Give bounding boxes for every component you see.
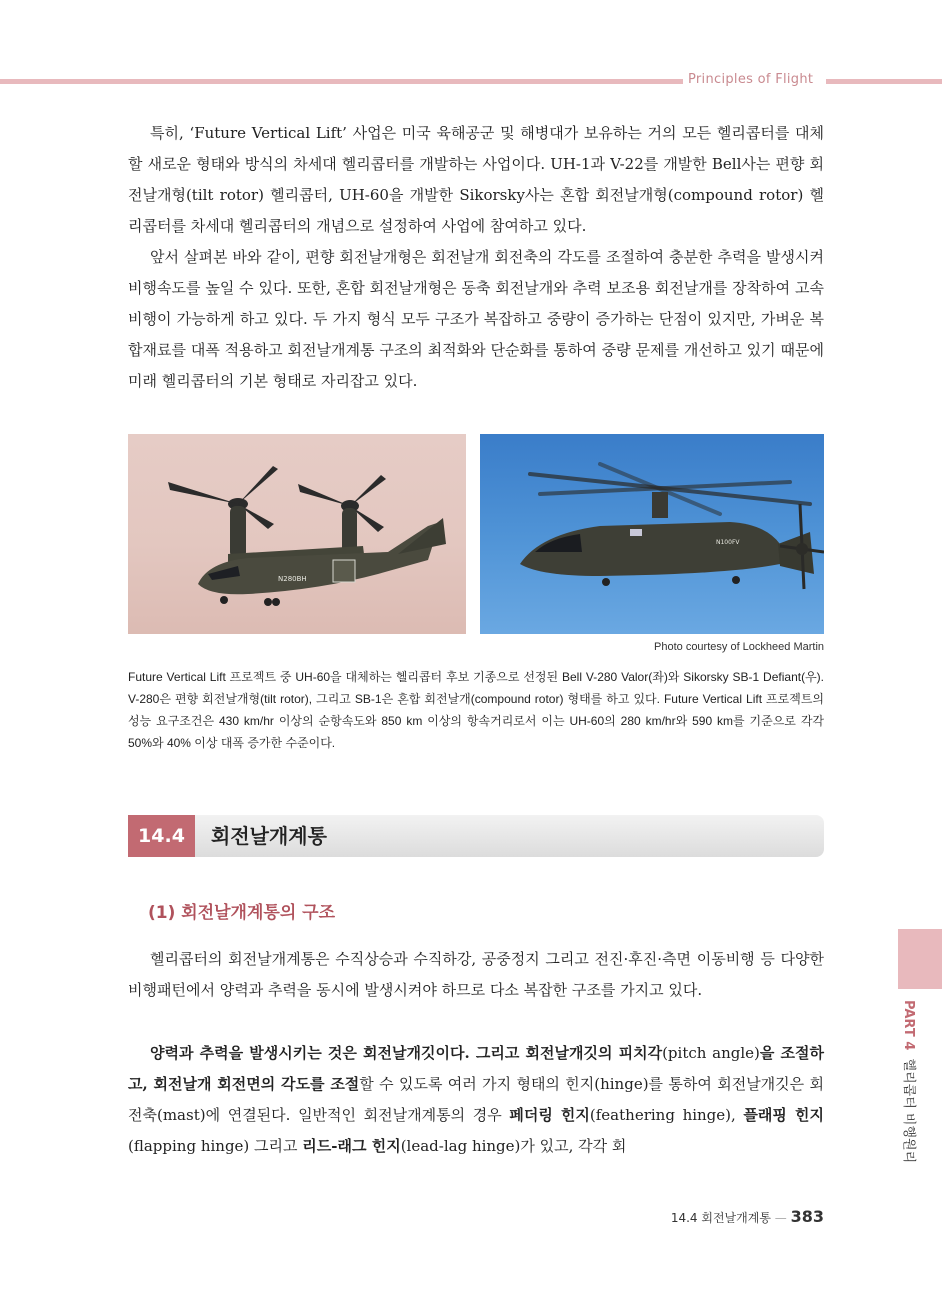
section-title: 회전날개계통 bbox=[211, 824, 327, 848]
bold-text: 페더링 힌지 bbox=[509, 1106, 590, 1124]
paragraph-rotor-hinges bbox=[128, 1038, 824, 1162]
bold-text: 리드-래그 힌지 bbox=[302, 1137, 401, 1155]
part-side-tab bbox=[898, 929, 942, 989]
text-run: (feathering hinge), bbox=[589, 1106, 744, 1124]
text-run: (flapping hinge) 그리고 bbox=[128, 1137, 303, 1155]
text-run: 할 수 있도록 여러 가지 형태의 힌지(hinge)를 통하여 회전날개깃은 회전축(mast)에 연결된다. 일반적인 회전날개계통의 경우 bbox=[128, 1075, 824, 1124]
part-side-label bbox=[900, 1000, 940, 1180]
bold-text: 플래핑 힌지 bbox=[743, 1106, 824, 1124]
part-number: PART 4 bbox=[901, 1000, 916, 1051]
paragraph-rotor-system-intro: 헬리콥터의 회전날개계통은 수직상승과 수직하강, 공중정지 그리고 전진·후진·측면 이동비행 등 다양한 비행패턴에서 양력과 추력을 동시에 발생시켜야 하므로 다소 복잡한 구조를 가지고 있다. bbox=[128, 950, 824, 999]
paragraph-rotor-types: 앞서 살펴본 바와 같이, 편향 회전날개형은 회전날개 회전축의 각도를 조절하여 충분한 추력을 발생시켜 비행속도를 높일 수 있다. 또한, 혼합 회전날개형은 동축 회전날개와 추력 보조용 회전날개를 장착하여 고속비행이 가능하게 하고 있다. 두 가지 형식 모두 구조가 복잡하고 중량이 증가하는 단점이 있지만, 가벼운 복합재료를 대폭 적용하고 회전날개계통 구조의 최적화와 단순화를 통하여 중량 문제를 개선하고 있기 때문에 미래 헬리콥터의 기본 형태로 자리잡고 있다. bbox=[128, 248, 824, 390]
section-number: 14.4 bbox=[128, 815, 195, 857]
left-tail-number: N280BH bbox=[278, 575, 307, 583]
header-rule-left bbox=[0, 79, 683, 84]
photo-credit: Photo courtesy of Lockheed Martin bbox=[654, 641, 824, 653]
compound-helicopter-illustration bbox=[480, 434, 824, 634]
tiltrotor-aircraft-illustration bbox=[128, 434, 466, 634]
header-rule-right bbox=[826, 79, 942, 84]
page-footer bbox=[660, 1207, 824, 1226]
part-title: 헬리콥터 비행원리 bbox=[901, 1058, 916, 1164]
photo-bell-v280-valor bbox=[128, 434, 466, 634]
bold-text: 을 조절하고, 회전날개 회전면의 각도를 조절 bbox=[128, 1044, 825, 1093]
bold-text: 양력과 추력을 발생시키는 것은 회전날개깃이다. 그리고 회전날개깃의 피치각 bbox=[150, 1044, 663, 1062]
footer-section: 14.4 회전날개계통 bbox=[670, 1211, 771, 1225]
photo-sikorsky-sb1-defiant bbox=[480, 434, 824, 634]
running-header-title: Principles of Flight bbox=[688, 72, 814, 87]
page-number: 383 bbox=[790, 1207, 824, 1226]
paragraph-future-vertical-lift: 특히, ‘Future Vertical Lift’ 사업은 미국 육해공군 및 해병대가 보유하는 거의 모든 헬리콥터를 대체할 새로운 형태와 방식의 차세대 헬리콥터를 개발하는 사업이다. UH-1과 V-22를 개발한 Bell사는 편향 회전날개형(tilt rotor) 헬리콥터, UH-60을 개발한 Sikorsky사는 혼합 회전날개형(compound rotor) 헬리콥터를 차세대 헬리콥터의 개념으로 설정하여 사업에 참여하고 있다. bbox=[128, 124, 824, 235]
footer-separator: — bbox=[774, 1211, 787, 1225]
subsection-title: (1) 회전날개계통의 구조 bbox=[148, 903, 336, 923]
text-run: (pitch angle) bbox=[662, 1044, 760, 1062]
right-tail-number: N100FV bbox=[716, 539, 740, 546]
text-run: (lead-lag hinge)가 있고, 각각 회 bbox=[400, 1137, 627, 1155]
figure-caption: Future Vertical Lift 프로젝트 중 UH-60을 대체하는 헬리콥터 후보 기종으로 선정된 Bell V-280 Valor(좌)와 Sikorsky SB-1 Defiant(우). V-280은 편향 회전날개형(tilt rotor), 그리고 SB-1은 혼합 회전날개(compound rotor) 형태를 하고 있다. Future Vertical Lift 프로젝트의 성능 요구조건은 430 km/hr 이상의 순항속도와 850 km 이상의 항속거리로서 이는 UH-60의 280 km/hr와 590 km를 기준으로 각각 50%와 40% 이상 대폭 증가한 수준이다. bbox=[128, 670, 824, 750]
